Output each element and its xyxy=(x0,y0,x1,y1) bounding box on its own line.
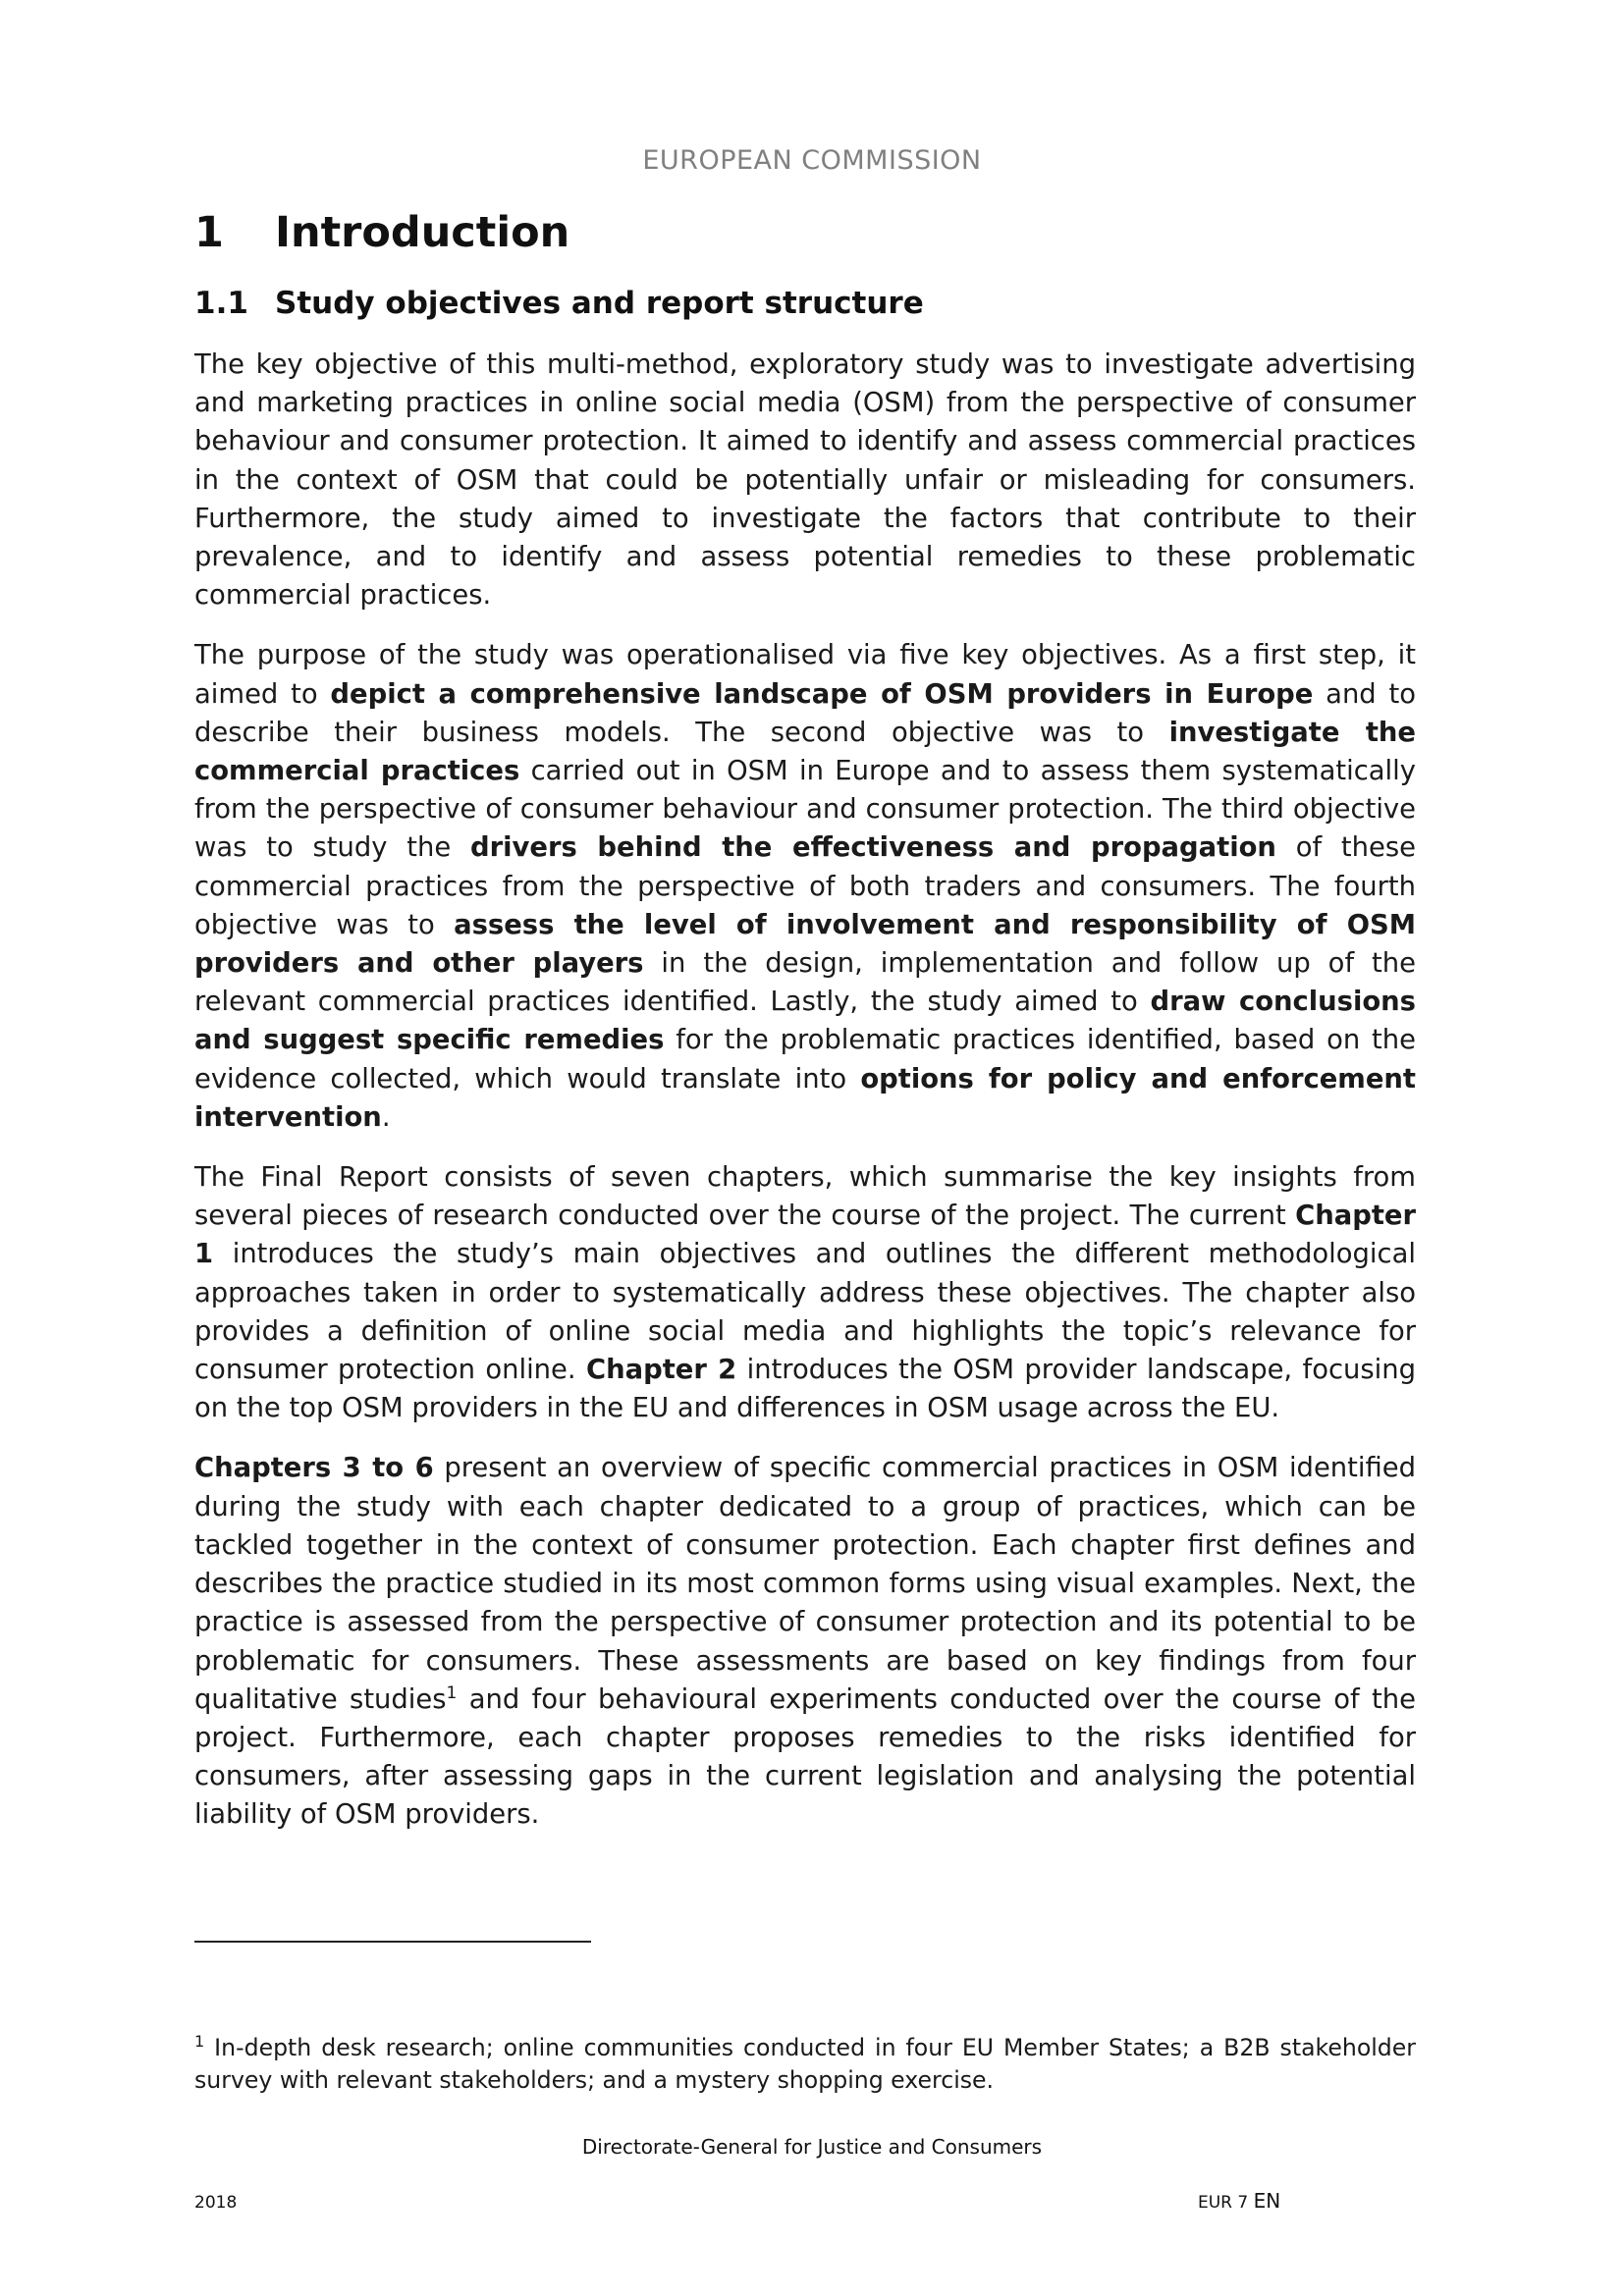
bold-run: draw conclusions and suggest specific remedies xyxy=(194,987,1416,1056)
text-run: and to describe their business models. The second objective was to xyxy=(194,678,1416,748)
bold-run: options for policy and enforcement intervention xyxy=(194,1063,1417,1133)
text-run: The purpose of the study was operationalised via five key objectives. As a first step, it aimed to xyxy=(194,640,1416,710)
text-run: The Final Report consists of seven chapters, which summarise the key insights from several pieces of research conducted over the course of the project. The current xyxy=(194,1162,1416,1232)
bold-run: depict a comprehensive landscape of OSM providers in Europe xyxy=(330,678,1314,710)
footer-directorate: Directorate-General for Justice and Consumers xyxy=(581,2135,1043,2159)
text-run: . xyxy=(381,1101,391,1133)
text-run: and four behavioural experiments conducted over the course of the project. Furthermore, each chapter proposes remedies to the risks identified for consumers, after assessing gaps in the current legislation and analysing the potential liability of OSM providers. xyxy=(194,1683,1416,1831)
bold-run: investigate the commercial practices xyxy=(194,717,1416,787)
text-run: introduces the study’s main objectives and outlines the different methodological approaches taken in order to systematically address these objectives. The chapter also provides a definition of online social media and highlights the topic’s relevance for consumer protection online. xyxy=(194,1239,1416,1386)
footnote-text: In-depth desk research; online communities conducted in four EU Member States; a B2B stakeholder survey with relevant stakeholders; and a mystery shopping exercise. xyxy=(194,2034,1416,2094)
paragraph-2 xyxy=(194,636,1416,1137)
bold-run: Chapter 2 xyxy=(586,1355,737,1386)
running-header: EUROPEAN COMMISSION xyxy=(642,145,982,176)
bold-run: assess the level of involvement and responsibility of OSM providers and other players xyxy=(194,909,1416,980)
paragraph-4 xyxy=(194,1449,1416,1834)
footer-ref-code: EUR 7 xyxy=(1198,2193,1249,2213)
text-run: in the design, implementation and follow up of the relevant commercial practices identified. Lastly, the study aimed to xyxy=(194,948,1416,1018)
text-run: introduces the OSM provider landscape, focusing on the top OSM providers in the EU and differences in OSM usage across the EU. xyxy=(194,1355,1416,1424)
bold-run: Chapter 1 xyxy=(194,1201,1416,1270)
footer-reference xyxy=(1198,2189,1280,2213)
section-number: 1 xyxy=(194,208,224,257)
text-run: carried out in OSM in Europe and to assess them systematically from the perspective of consumer behaviour and consumer protection. The third objective was to study the xyxy=(194,756,1416,864)
text-run: for the problematic practices identified, based on the evidence collected, which would translate into xyxy=(194,1025,1417,1095)
bold-run: Chapters 3 to 6 xyxy=(194,1453,434,1484)
paragraph-3 xyxy=(194,1158,1416,1427)
text-run: present an overview of specific commercial practices in OSM identified during the study with each chapter dedicated to a group of practices, which can be tackled together in the context of consumer protection. Each chapter first defines and describes the practice studied in its most common forms using visual examples. Next, the practice is assessed from the perspective of consumer protection and its potential to be problematic for consumers. These assessments are based on key findings from four qualitative studies xyxy=(194,1453,1416,1715)
footnote-separator xyxy=(194,1941,591,1943)
footer-language: EN xyxy=(1253,2189,1281,2213)
footnote-reference[interactable]: 1 xyxy=(446,1682,458,1703)
section-heading xyxy=(194,208,569,257)
body-text xyxy=(194,346,1416,1856)
subsection-heading xyxy=(194,286,924,321)
paragraph-1: The key objective of this multi-method, exploratory study was to investigate advertising and marketing practices in online social media (OSM) from the perspective of consumer behaviour and consumer protection. It aimed to identify and assess commercial practices in the context of OSM that could be potentially unfair or misleading for consumers. Furthermore, the study aimed to investigate the factors that contribute to their prevalence, and to identify and assess potential remedies to these problematic commercial practices. xyxy=(194,349,1416,612)
bold-run: drivers behind the effectiveness and propagation xyxy=(470,832,1276,864)
text-run: of these commercial practices from the perspective of both traders and consumers. The fourth objective was to xyxy=(194,832,1416,940)
subsection-number: 1.1 xyxy=(194,286,248,321)
footnote-marker: 1 xyxy=(194,2032,205,2052)
footer-year: 2018 xyxy=(194,2193,238,2213)
subsection-title: Study objectives and report structure xyxy=(275,286,924,321)
section-title: Introduction xyxy=(275,208,570,257)
footnote xyxy=(194,2032,1416,2097)
